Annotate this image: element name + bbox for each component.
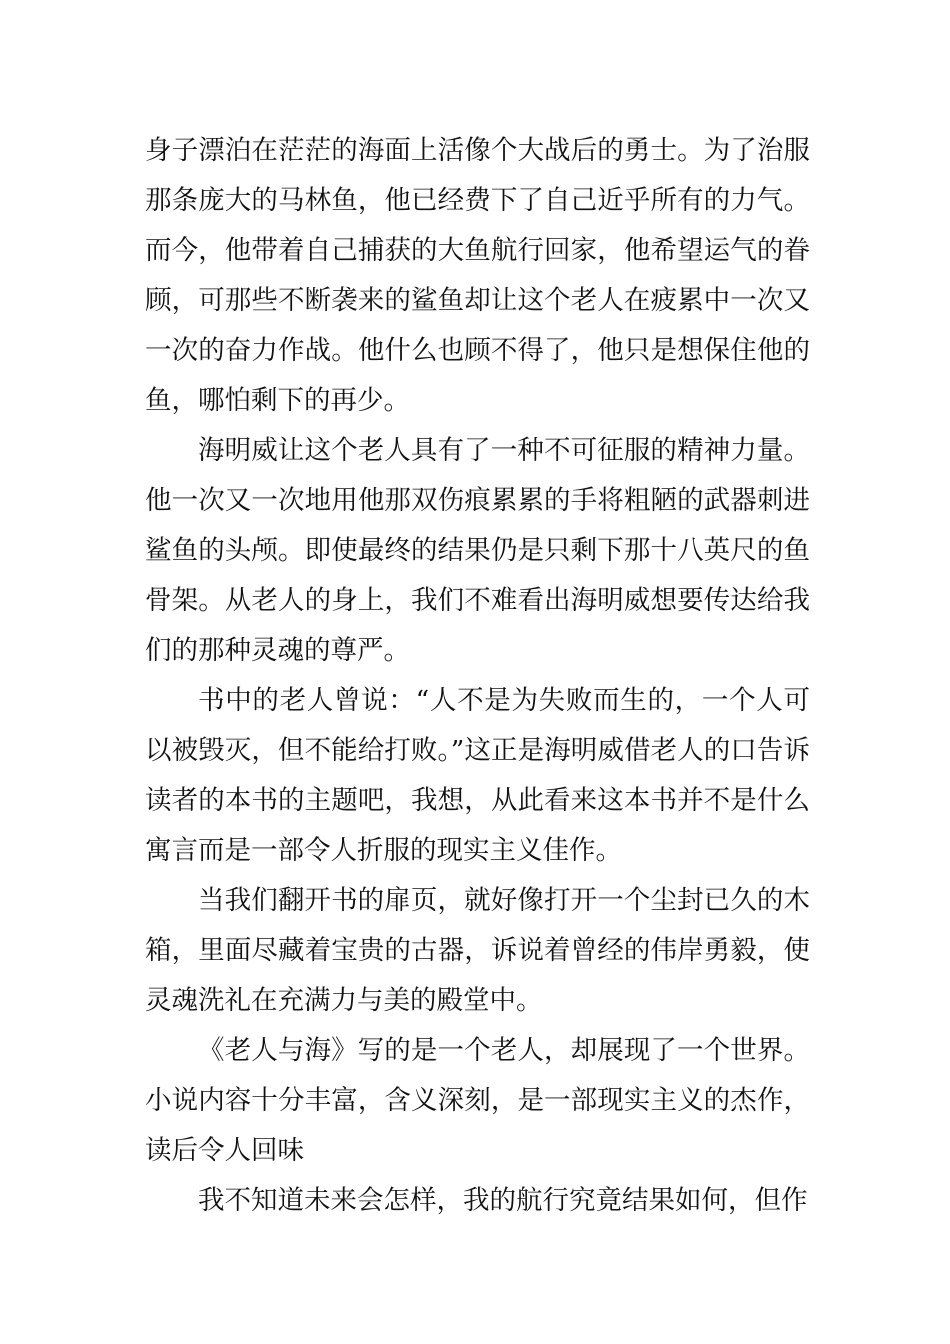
paragraph-4: 当我们翻开书的扉页，就好像打开一个尘封已久的木箱，里面尽藏着宝贵的古器，诉说着曾经的伟岸勇毅，使灵魂洗礼在充满力与美的殿堂中。 — [145, 885, 810, 1016]
paragraph-2: 海明威让这个老人具有了一种不可征服的精神力量。他一次又一次地用他那双伤痕累累的手将粗陋的武器刺进鲨鱼的头颅。即使最终的结果仍是只剩下那十八英尺的鱼骨架。从老人的身上，我们不难看出海明威想要传达给我们的那种灵魂的尊严。 — [145, 435, 810, 666]
paragraph-3: 书中的老人曾说：“人不是为失败而生的，一个人可以被毁灭，但不能给打败。”这正是海明威借老人的口告诉读者的本书的主题吧，我想，从此看来这本书并不是什么寓言而是一部令人折服的现实主义佳作。 — [145, 685, 810, 866]
paragraph-5: 《老人与海》写的是一个老人，却展现了一个世界。小说内容十分丰富，含义深刻，是一部现实主义的杰作，读后令人回味 — [145, 1035, 810, 1166]
paragraph-1: 身子漂泊在茫茫的海面上活像个大战后的勇士。为了治服那条庞大的马林鱼，他已经费下了自己近乎所有的力气。而今，他带着自己捕获的大鱼航行回家，他希望运气的眷顾，可那些不断袭来的鲨鱼却让这个老人在疲累中一次又一次的奋力作战。他什么也顾不得了，他只是想保住他的鱼，哪怕剩下的再少。 — [145, 135, 810, 416]
document-body — [145, 126, 810, 1226]
paragraph-6: 我不知道未来会怎样，我的航行究竟结果如何，但作 — [198, 1185, 808, 1216]
